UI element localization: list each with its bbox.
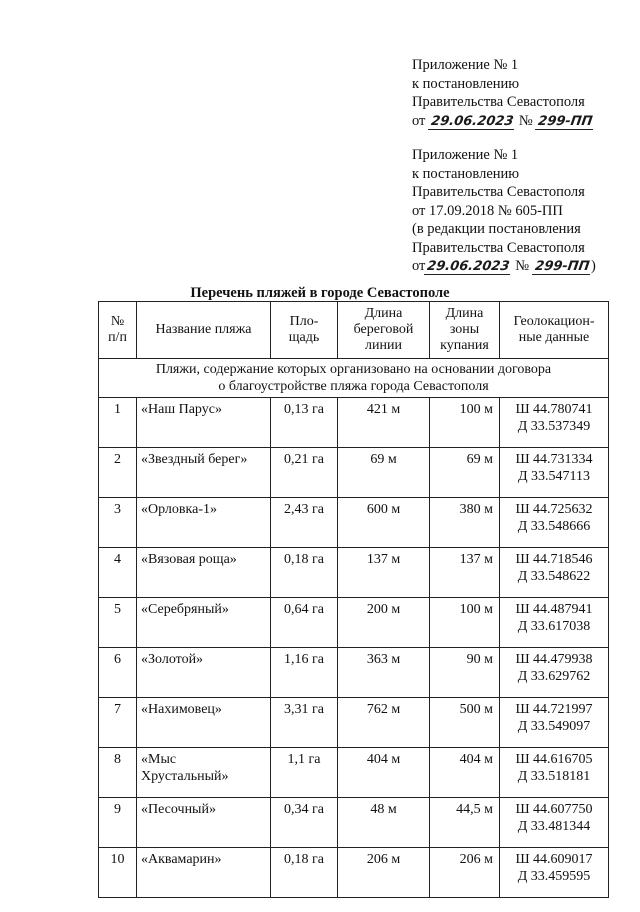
swim-zone-length: 500 м: [430, 698, 500, 748]
header-line: Приложение № 1: [412, 147, 519, 163]
row-number: 6: [99, 648, 137, 698]
beach-name: «Золотой»: [137, 648, 271, 698]
beach-area: 0,18 га: [271, 848, 338, 898]
longitude: Д 33.549097: [517, 719, 591, 734]
geolocation: [500, 748, 609, 798]
header-date-line: от29.06.2023 № 299-ПП): [412, 258, 596, 274]
shoreline-length: 421 м: [338, 398, 430, 448]
beach-area: 3,31 га: [271, 698, 338, 748]
beach-name: «Нахимовец»: [137, 698, 271, 748]
handwritten-date: 29.06.2023: [424, 260, 512, 275]
column-header-name: Название пляжа: [137, 302, 271, 359]
geolocation: [500, 798, 609, 848]
beach-area: 0,34 га: [271, 798, 338, 848]
appendix-header-current: [412, 56, 595, 130]
column-header-geolocation: Геолокацион- ные данные: [500, 302, 609, 359]
beach-name: «Песочный»: [137, 798, 271, 848]
row-number: 9: [99, 798, 137, 848]
header-date-line: [412, 112, 595, 131]
header-line: Правительства Севастополя: [412, 239, 585, 256]
latitude: Ш 44.780741: [515, 402, 593, 417]
shoreline-length: 762 м: [338, 698, 430, 748]
longitude: Д 33.629762: [517, 669, 591, 684]
longitude: Д 33.547113: [517, 469, 591, 484]
latitude: Ш 44.487941: [515, 602, 593, 617]
swim-zone-length: 206 м: [430, 848, 500, 898]
document-title: Перечень пляжей в городе Севастополе: [190, 285, 450, 301]
longitude: Д 33.481344: [517, 819, 591, 834]
handwritten-date: 29.06.2023: [428, 115, 516, 130]
geolocation: [500, 848, 609, 898]
table-row: [99, 798, 609, 848]
header-line: к постановлению: [412, 165, 520, 182]
longitude: Д 33.548666: [517, 519, 591, 534]
beach-area: 1,16 га: [271, 648, 338, 698]
beach-name: «Звездный берег»: [137, 448, 271, 498]
beach-area: 0,13 га: [271, 398, 338, 448]
table-row: [99, 598, 609, 648]
shoreline-length: 69 м: [338, 448, 430, 498]
shoreline-length: 404 м: [338, 748, 430, 798]
latitude: Ш 44.731334: [515, 452, 593, 467]
longitude: Д 33.459595: [517, 869, 591, 884]
beaches-table: [98, 301, 609, 898]
beach-area: 0,18 га: [271, 548, 338, 598]
shoreline-length: 137 м: [338, 548, 430, 598]
beach-name: «Вязовая роща»: [137, 548, 271, 598]
appendix-header-original: [412, 146, 596, 276]
longitude: Д 33.518181: [517, 769, 591, 784]
beach-area: 1,1 га: [271, 748, 338, 798]
swim-zone-length: 44,5 м: [430, 798, 500, 848]
beach-name: «Мыс Хрустальный»: [137, 748, 271, 798]
geolocation: [500, 398, 609, 448]
column-header-shoreline: Длина береговой линии: [338, 302, 430, 359]
table-row: [99, 448, 609, 498]
latitude: Ш 44.616705: [515, 752, 593, 767]
date-prefix: от: [412, 112, 426, 129]
geolocation: [500, 448, 609, 498]
swim-zone-length: 90 м: [430, 648, 500, 698]
latitude: Ш 44.718546: [515, 552, 593, 567]
table-row: [99, 548, 609, 598]
shoreline-length: 48 м: [338, 798, 430, 848]
beach-name: «Серебряный»: [137, 598, 271, 648]
geolocation: [500, 598, 609, 648]
table-row: [99, 848, 609, 898]
latitude: Ш 44.607750: [515, 802, 593, 817]
row-number: 10: [99, 848, 137, 898]
shoreline-length: 200 м: [338, 598, 430, 648]
longitude: Д 33.537349: [517, 419, 591, 434]
column-header-area: Пло- щадь: [271, 302, 338, 359]
swim-zone-length: 69 м: [430, 448, 500, 498]
section-row: [99, 359, 609, 398]
handwritten-number: 299-ПП: [535, 115, 595, 130]
geolocation: [500, 498, 609, 548]
latitude: Ш 44.721997: [515, 702, 593, 717]
latitude: Ш 44.609017: [515, 852, 593, 867]
geolocation: [500, 698, 609, 748]
table-row: [99, 498, 609, 548]
header-line: от 17.09.2018 № 605-ПП: [412, 202, 563, 219]
geolocation: [500, 648, 609, 698]
number-prefix: №: [515, 258, 530, 274]
date-prefix: от: [412, 258, 426, 274]
table-row: [99, 698, 609, 748]
row-number: 4: [99, 548, 137, 598]
beach-name: «Орловка-1»: [137, 498, 271, 548]
row-number: 1: [99, 398, 137, 448]
row-number: 5: [99, 598, 137, 648]
column-header-number: № п/п: [99, 302, 137, 359]
latitude: Ш 44.725632: [515, 502, 593, 517]
header-line: Приложение № 1: [412, 57, 519, 73]
handwritten-number: 299-ПП: [532, 260, 592, 275]
beach-name: «Наш Парус»: [137, 398, 271, 448]
beach-name: «Аквамарин»: [137, 848, 271, 898]
swim-zone-length: 100 м: [430, 398, 500, 448]
row-number: 2: [99, 448, 137, 498]
swim-zone-length: 137 м: [430, 548, 500, 598]
number-prefix: №: [518, 112, 533, 129]
header-line: к постановлению: [412, 75, 520, 92]
longitude: Д 33.617038: [517, 619, 591, 634]
shoreline-length: 363 м: [338, 648, 430, 698]
longitude: Д 33.548622: [517, 569, 591, 584]
table-row: [99, 398, 609, 448]
row-number: 3: [99, 498, 137, 548]
beach-area: 2,43 га: [271, 498, 338, 548]
swim-zone-length: 380 м: [430, 498, 500, 548]
swim-zone-length: 100 м: [430, 598, 500, 648]
latitude: Ш 44.479938: [515, 652, 593, 667]
beach-area: 0,64 га: [271, 598, 338, 648]
table-header-row: [99, 302, 609, 359]
column-header-swim-zone: Длина зоны купания: [430, 302, 500, 359]
shoreline-length: 206 м: [338, 848, 430, 898]
section-title: Пляжи, содержание которых организовано на основании договора о благоустройстве пляжа города Севастополя: [99, 359, 609, 398]
geolocation: [500, 548, 609, 598]
beach-area: 0,21 га: [271, 448, 338, 498]
shoreline-length: 600 м: [338, 498, 430, 548]
row-number: 7: [99, 698, 137, 748]
table-row: [99, 648, 609, 698]
header-line: Правительства Севастополя: [412, 184, 585, 200]
row-number: 8: [99, 748, 137, 798]
table-row: [99, 748, 609, 798]
header-line: Правительства Севастополя: [412, 94, 585, 110]
header-line: (в редакции постановления: [412, 221, 581, 237]
swim-zone-length: 404 м: [430, 748, 500, 798]
